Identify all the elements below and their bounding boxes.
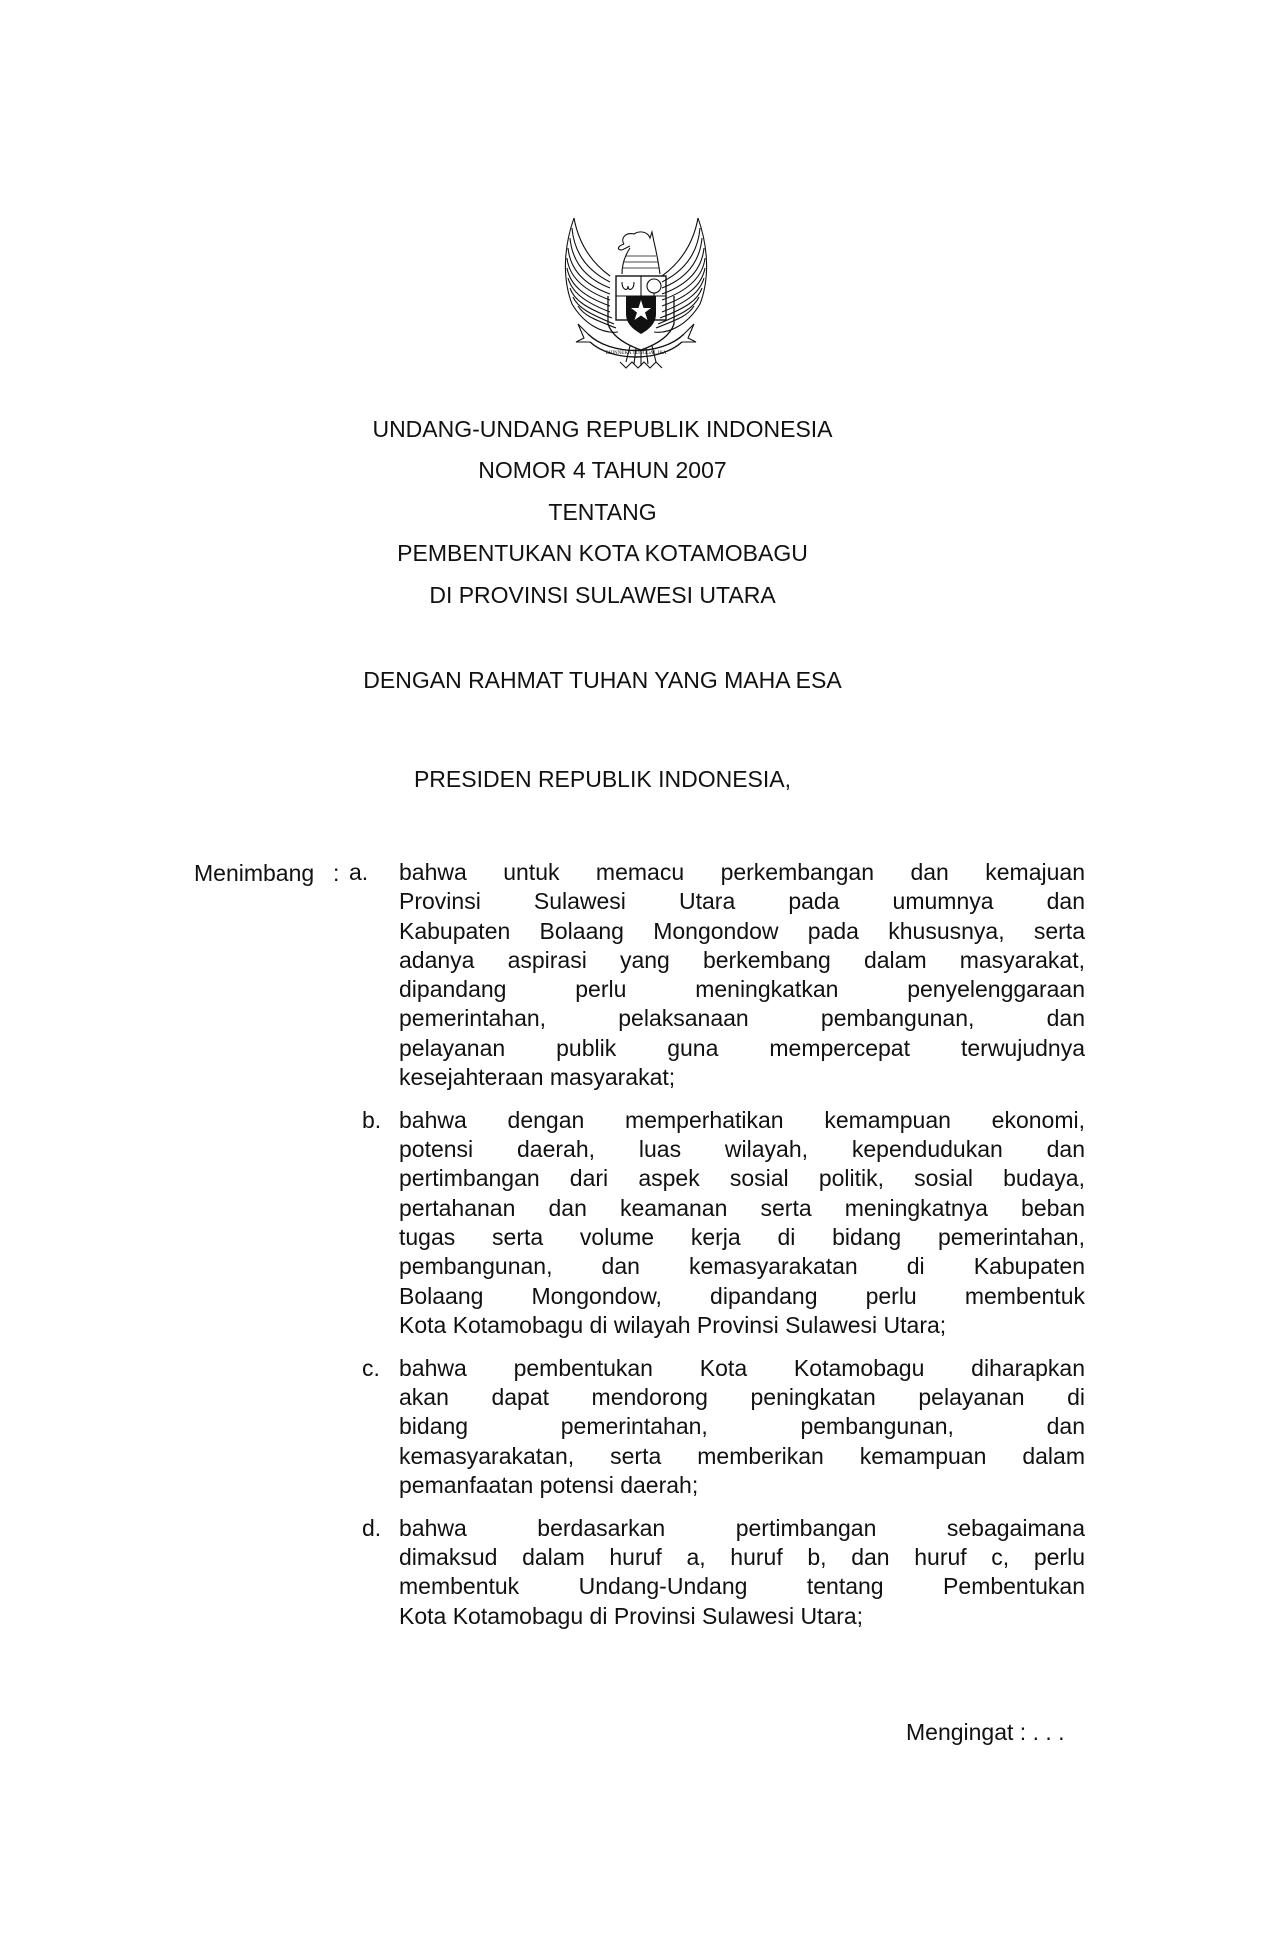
text-line: bahwa pembentukan Kota Kotamobagu diharapkan xyxy=(399,1354,1085,1381)
garuda-pancasila-emblem xyxy=(560,216,712,372)
text-line: Kota Kotamobagu di wilayah Provinsi Sulawesi Utara; xyxy=(399,1311,947,1338)
motto-text: BHINNEKA TUNGGAL IKA xyxy=(605,351,667,356)
continuation-mengingat: Mengingat : . . . xyxy=(906,1719,1065,1745)
title-line-number: NOMOR 4 TAHUN 2007 xyxy=(478,457,727,483)
item-label: c. xyxy=(362,1354,380,1381)
title-line-law-type: UNDANG-UNDANG REPUBLIK INDONESIA xyxy=(372,416,833,442)
item-body xyxy=(399,1514,1085,1631)
item-label: b. xyxy=(362,1106,382,1133)
item-body xyxy=(399,1106,1085,1340)
text-line: tugas serta volume kerja di bidang pemerintahan, xyxy=(399,1224,1085,1251)
text-line: bahwa berdasarkan pertimbangan sebagaimana xyxy=(399,1514,1085,1541)
menimbang-heading: Menimbang xyxy=(194,860,315,886)
menimbang-item-c xyxy=(0,1354,1275,1500)
menimbang-item-b xyxy=(0,1106,1275,1340)
menimbang-item-a xyxy=(0,858,1275,1092)
text-line: Kabupaten Bolaang Mongondow pada khususnya, serta xyxy=(399,917,1085,944)
title-line-tentang: TENTANG xyxy=(548,499,657,525)
text-line: pelayanan publik guna mempercepat terwujudnya xyxy=(399,1034,1085,1061)
text-line: akan dapat mendorong peningkatan pelayanan di xyxy=(399,1384,1085,1411)
text-line: dimaksud dalam huruf a, huruf b, dan huruf c, perlu xyxy=(399,1544,1085,1571)
text-line: kemasyarakatan, serta memberikan kemampuan dalam xyxy=(399,1442,1085,1469)
menimbang-list xyxy=(0,858,1275,1644)
text-line: pembangunan, dan kemasyarakatan di Kabupaten xyxy=(399,1253,1085,1280)
menimbang-colon: : xyxy=(333,860,340,886)
text-line: Kota Kotamobagu di Provinsi Sulawesi Utara; xyxy=(399,1602,864,1629)
garuda-head-icon xyxy=(618,232,660,274)
text-line: membentuk Undang-Undang tentang Pembentukan xyxy=(399,1573,1085,1600)
item-label: d. xyxy=(362,1514,382,1541)
invocation: DENGAN RAHMAT TUHAN YANG MAHA ESA xyxy=(363,667,842,693)
item-body xyxy=(399,1354,1085,1500)
title-line-subject: PEMBENTUKAN KOTA KOTAMOBAGU xyxy=(397,540,808,566)
text-line: bahwa dengan memperhatikan kemampuan ekonomi, xyxy=(399,1106,1085,1133)
text-line: Provinsi Sulawesi Utara pada umumnya dan xyxy=(399,888,1085,915)
text-line: bidang pemerintahan, pembangunan, dan xyxy=(399,1413,1085,1440)
text-line: Bolaang Mongondow, dipandang perlu membentuk xyxy=(399,1282,1085,1309)
text-line: adanya aspirasi yang berkembang dalam masyarakat, xyxy=(399,946,1085,973)
item-label: a. xyxy=(349,859,369,885)
text-line: dipandang perlu meningkatkan penyelenggaraan xyxy=(399,976,1085,1003)
text-line: pertahanan dan keamanan serta meningkatnya beban xyxy=(399,1194,1085,1221)
menimbang-item-d xyxy=(0,1514,1275,1631)
left-wing-icon xyxy=(565,218,618,332)
text-line: pertimbangan dari aspek sosial politik, sosial budaya, xyxy=(399,1165,1085,1192)
text-line: pemerintahan, pelaksanaan pembangunan, dan xyxy=(399,1005,1085,1032)
text-line: bahwa untuk memacu perkembangan dan kemajuan xyxy=(399,859,1085,885)
text-line: pemanfaatan potensi daerah; xyxy=(399,1471,699,1498)
text-line: potensi daerah, luas wilayah, kependudukan dan xyxy=(399,1136,1085,1163)
president-heading: PRESIDEN REPUBLIK INDONESIA, xyxy=(413,766,792,792)
right-wing-icon xyxy=(654,218,707,332)
title-line-province: DI PROVINSI SULAWESI UTARA xyxy=(429,582,776,608)
item-body xyxy=(399,858,1085,1092)
text-line: kesejahteraan masyarakat; xyxy=(399,1064,676,1091)
